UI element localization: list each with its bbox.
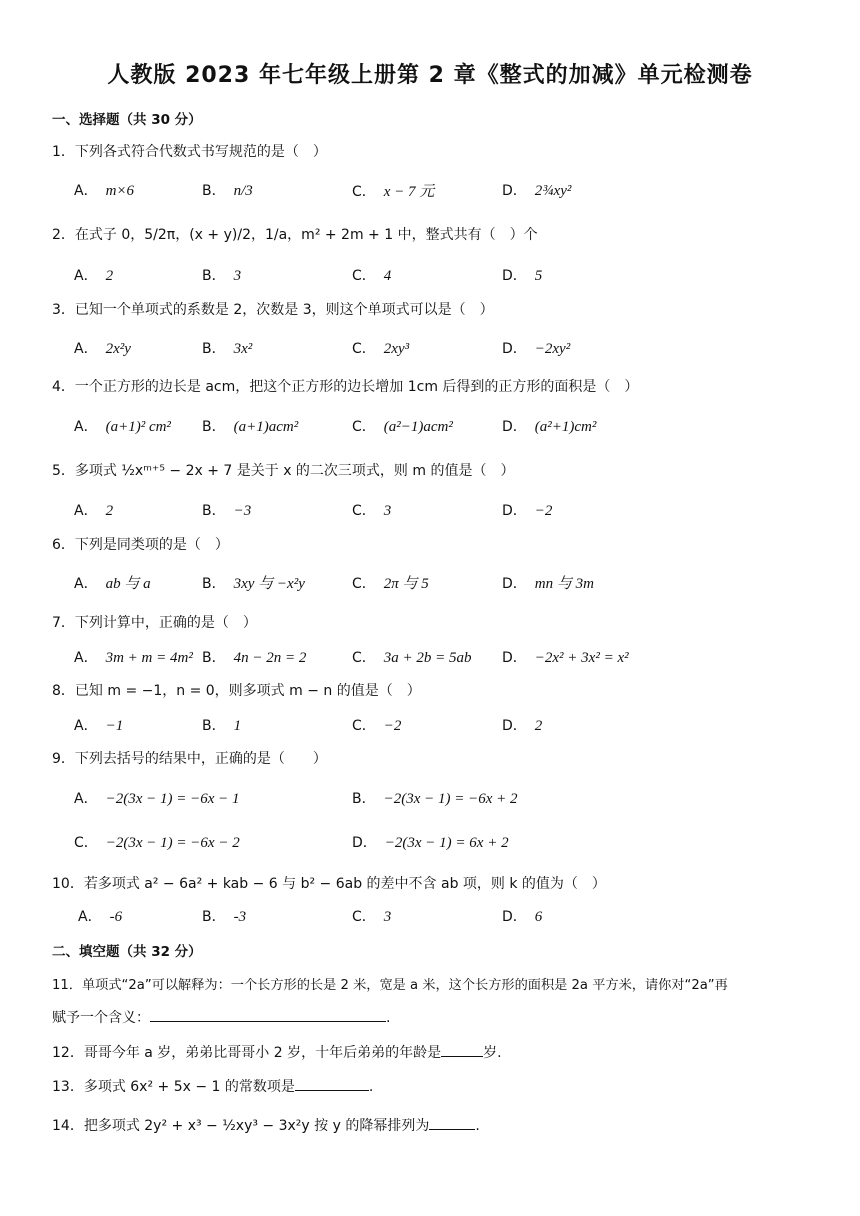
question-14: 14．把多项式 2y² + x³ − ½xy³ − 3x²y 按 y 的降幂排列为 . [52, 1115, 480, 1135]
question-1: 1．下列各式符合代数式书写规范的是（ ） [52, 144, 327, 160]
q7-option-a: A． 3m + m = 4m² [74, 650, 193, 666]
q7-option-c: C． 3a + 2b = 5ab [352, 650, 472, 666]
q5-option-a: A． 2 [74, 503, 114, 519]
question-4: 4．一个正方形的边长是 acm，把这个正方形的边长增加 1cm 后得到的正方形的面积是（ ） [52, 379, 639, 395]
q5-option-c: C． 3 [352, 503, 392, 519]
q1-option-b: B． n/3 [202, 183, 253, 199]
q2-option-c: C． 4 [352, 268, 392, 284]
q8-option-c: C． −2 [352, 718, 402, 734]
question-6: 6．下列是同类项的是（ ） [52, 537, 229, 553]
q5-option-b: B． −3 [202, 503, 252, 519]
q5-option-d: D． −2 [502, 503, 553, 519]
q3-option-c: C． 2xy³ [352, 341, 410, 357]
q3-option-b: B． 3x² [202, 341, 253, 357]
q4-option-d: D． (a²+1)cm² [502, 419, 597, 435]
section-heading-choice: 一、选择题（共 30 分） [52, 112, 202, 128]
q2-option-b: B． 3 [202, 268, 242, 284]
question-3: 3．已知一个单项式的系数是 2，次数是 3，则这个单项式可以是（ ） [52, 302, 494, 318]
question-13: 13．多项式 6x² + 5x − 1 的常数项是 . [52, 1076, 373, 1096]
q1-option-d: D． 2¾xy² [502, 183, 572, 199]
q8-option-b: B． 1 [202, 718, 242, 734]
q6-option-d: D． mn 与 3m [502, 576, 594, 592]
q3-option-d: D． −2xy² [502, 341, 571, 357]
question-5: 5．多项式 ½xᵐ⁺⁵ − 2x + 7 是关于 x 的二次三项式，则 m 的值是（ ） [52, 463, 515, 479]
question-9: 9．下列去括号的结果中，正确的是（ ） [52, 751, 327, 767]
q10-option-c: C． 3 [352, 909, 392, 925]
question-11-line2: 赋予一个含义： . [52, 1007, 390, 1027]
q11-answer-blank[interactable] [150, 1007, 386, 1022]
q12-answer-blank[interactable] [441, 1042, 483, 1057]
q10-option-b: B． -3 [202, 909, 247, 925]
q10-option-d: D． 6 [502, 909, 543, 925]
q6-option-c: C． 2π 与 5 [352, 576, 429, 592]
q3-option-a: A． 2x²y [74, 341, 131, 357]
q2-option-a: A． 2 [74, 268, 114, 284]
q4-option-c: C． (a²−1)acm² [352, 419, 453, 435]
q2-option-d: D． 5 [502, 268, 543, 284]
q13-answer-blank[interactable] [295, 1076, 369, 1091]
section-heading-fill: 二、填空题（共 32 分） [52, 944, 202, 960]
q6-option-b: B． 3xy 与 −x²y [202, 576, 305, 592]
q7-option-b: B． 4n − 2n = 2 [202, 650, 307, 666]
q4-option-b: B． (a+1)acm² [202, 419, 299, 435]
q9-option-c: C． −2(3x − 1) = −6x − 2 [74, 835, 240, 851]
q9-option-d: D． −2(3x − 1) = 6x + 2 [352, 835, 509, 851]
q9-option-b: B． −2(3x − 1) = −6x + 2 [352, 791, 518, 807]
q14-answer-blank[interactable] [429, 1115, 475, 1130]
question-11-line1: 11．单项式“2a”可以解释为：一个长方形的长是 2 米，宽是 a 米，这个长方形的面积是 2a 平方米，请你对“2a”再 [52, 978, 728, 993]
q6-option-a: A． ab 与 a [74, 576, 151, 592]
q8-option-d: D． 2 [502, 718, 543, 734]
q4-option-a: A． (a+1)² cm² [74, 419, 171, 435]
question-8: 8．已知 m = −1，n = 0，则多项式 m − n 的值是（ ） [52, 683, 421, 699]
q1-option-c: C． x − 7 元 [352, 184, 435, 200]
q8-option-a: A． −1 [74, 718, 124, 734]
q10-option-a: A． -6 [78, 909, 123, 925]
q7-option-d: D． −2x² + 3x² = x² [502, 650, 629, 666]
question-2: 2．在式子 0，5/2π，(x + y)/2，1/a，m² + 2m + 1 中，整式共有（ ）个 [52, 227, 538, 243]
question-10: 10．若多项式 a² − 6a² + kab − 6 与 b² − 6ab 的差中不含 ab 项，则 k 的值为（ ） [52, 876, 606, 892]
q9-option-a: A． −2(3x − 1) = −6x − 1 [74, 791, 240, 807]
question-12: 12．哥哥今年 a 岁，弟弟比哥哥小 2 岁，十年后弟弟的年龄是 岁. [52, 1042, 502, 1062]
question-7: 7．下列计算中，正确的是（ ） [52, 615, 257, 631]
q1-option-a: A． m×6 [74, 183, 135, 199]
page-title: 人教版 2023 年七年级上册第 2 章《整式的加减》单元检测卷 [107, 63, 753, 88]
